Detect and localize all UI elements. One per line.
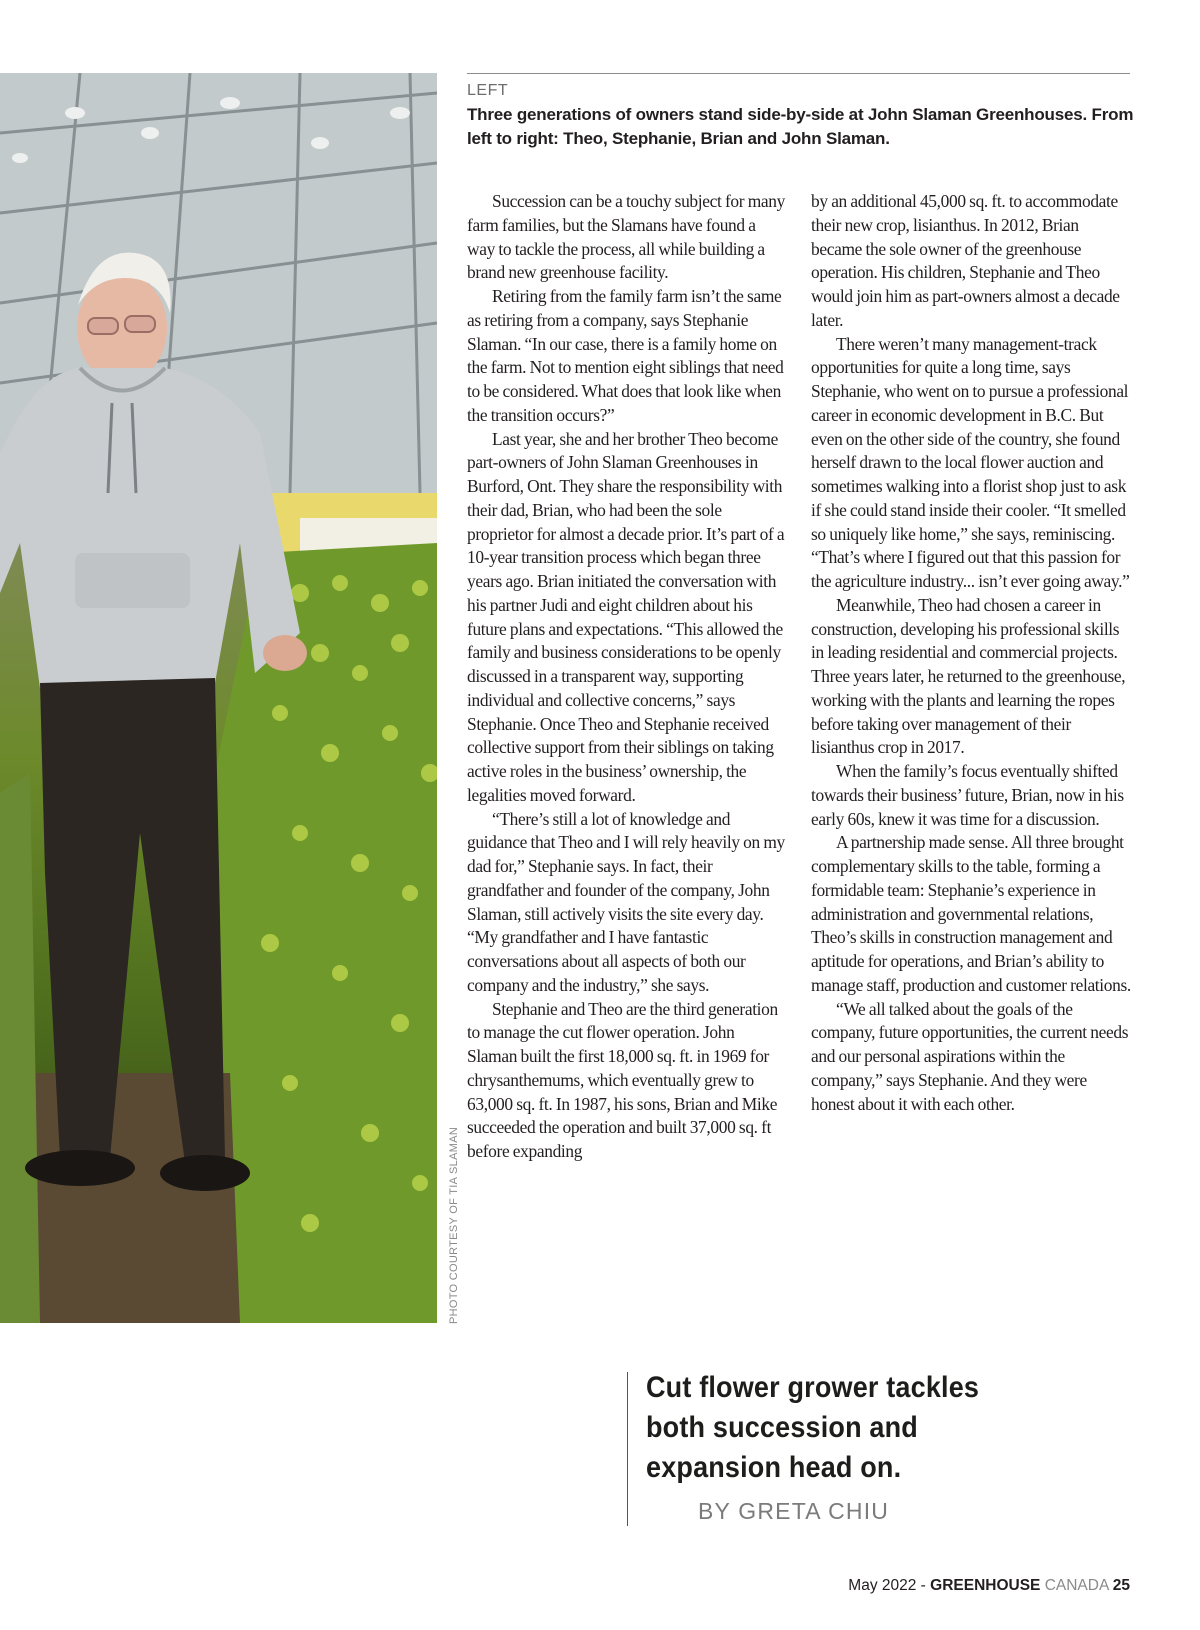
article-column-right	[811, 190, 1131, 1116]
paragraph: Meanwhile, Theo had chosen a career in construction, developing his professional skills in leading residential and commercial projects. Three years later, he returned to the greenhouse, working with the plants and learning the ropes before taking over management of their lisianthus crop in 2017.	[811, 594, 1126, 758]
article-deck: Cut flower grower tackles both succession and expansion head on.	[646, 1371, 980, 1484]
deck-rule	[627, 1372, 628, 1526]
page-footer	[848, 1577, 1130, 1595]
caption-rule	[467, 73, 1130, 74]
paragraph: “There’s still a lot of knowledge and guidance that Theo and I will rely heavily on my dad for,” Stephanie says. In fact, their grandfather and founder of the company, John Slaman, still actively visits the site every day. “My grandfather and I have fantastic conversations about all aspects of both our company and the industry,” she says.	[467, 808, 785, 995]
page-number: 25	[1112, 1577, 1130, 1594]
paragraph: “We all talked about the goals of the company, future opportunities, the current needs and our personal aspirations within the company,” says Stephanie. And they were honest about it with each other.	[811, 998, 1129, 1114]
greenhouse-photo	[0, 73, 437, 1323]
paragraph: There weren’t many management-track opportunities for quite a long time, says Stephanie, who went on to pursue a professional career in economic development in B.C. But even on the other side of the country, she found herself drawn to the local flower auction and sometimes walking into a florist shop just to ask if she could stand inside their cooler. “It smelled so uniquely like home,” she says, reminiscing. “That’s where I figured out that this passion for the agriculture industry... isn’t ever going away.”	[811, 333, 1130, 591]
paragraph: Succession can be a touchy subject for many farm families, but the Slamans have found a way to tackle the process, all while building a brand new greenhouse facility.	[467, 191, 785, 283]
photo-caption: Three generations of owners stand side-by-side at John Slaman Greenhouses. From left to right: Theo, Stephanie, Brian and John Slaman.	[467, 105, 1134, 148]
paragraph: by an additional 45,000 sq. ft. to accommodate their new crop, lisianthus. In 2012, Brian became the sole owner of the greenhouse operation. His children, Stephanie and Theo would join him as part-owners almost a decade later.	[811, 191, 1120, 330]
paragraph: When the family’s focus eventually shifted towards their business’ future, Brian, now in his early 60s, knew it was time for a discussion.	[811, 761, 1124, 829]
byline: BY GRETA CHIU	[698, 1498, 890, 1524]
caption-label: LEFT	[467, 82, 509, 99]
article-column-left	[467, 190, 787, 1164]
issue-date: May 2022 -	[848, 1577, 931, 1594]
paragraph: Retiring from the family farm isn’t the same as retiring from a company, says Stephanie Slaman. “In our case, there is a family home on the farm. Not to mention eight siblings that need to be considered. What does that look like when the transition occurs?”	[467, 286, 784, 425]
magazine-name: GREENHOUSE	[930, 1577, 1041, 1594]
paragraph: Stephanie and Theo are the third generation to manage the cut flower operation. John Slaman built the first 18,000 sq. ft. in 1969 for chrysanthemums, which eventually grew to 63,000 sq. ft. In 1987, his sons, Brian and Mike succeeded the operation and built 37,000 sq. ft before expanding	[467, 998, 778, 1161]
photo-credit: PHOTO COURTESY OF TIA SLAMAN	[448, 1126, 460, 1324]
paragraph: Last year, she and her brother Theo become part-owners of John Slaman Greenhouses in Burford, Ont. They share the responsibility with their dad, Brian, who had been the sole proprietor for almost a decade prior. It’s part of a 10-year transition process which began three years ago. Brian initiated the conversation with his partner Judi and eight children about his future plans and expectations. “This allowed the family and business considerations to be openly discussed in a transparent way, supporting individual and collective concerns,” says Stephanie. Once Theo and Stephanie received collective support from their siblings on taking active roles in the business’ ownership, the legalities moved forward.	[467, 428, 785, 805]
paragraph: A partnership made sense. All three brought complementary skills to the table, forming a formidable team: Stephanie’s experience in administration and governmental relations, Theo’s skills in construction management and aptitude for operations, and Brian’s ability to manage staff, production and customer relations.	[811, 832, 1131, 995]
magazine-name-suffix: CANADA	[1040, 1577, 1113, 1594]
